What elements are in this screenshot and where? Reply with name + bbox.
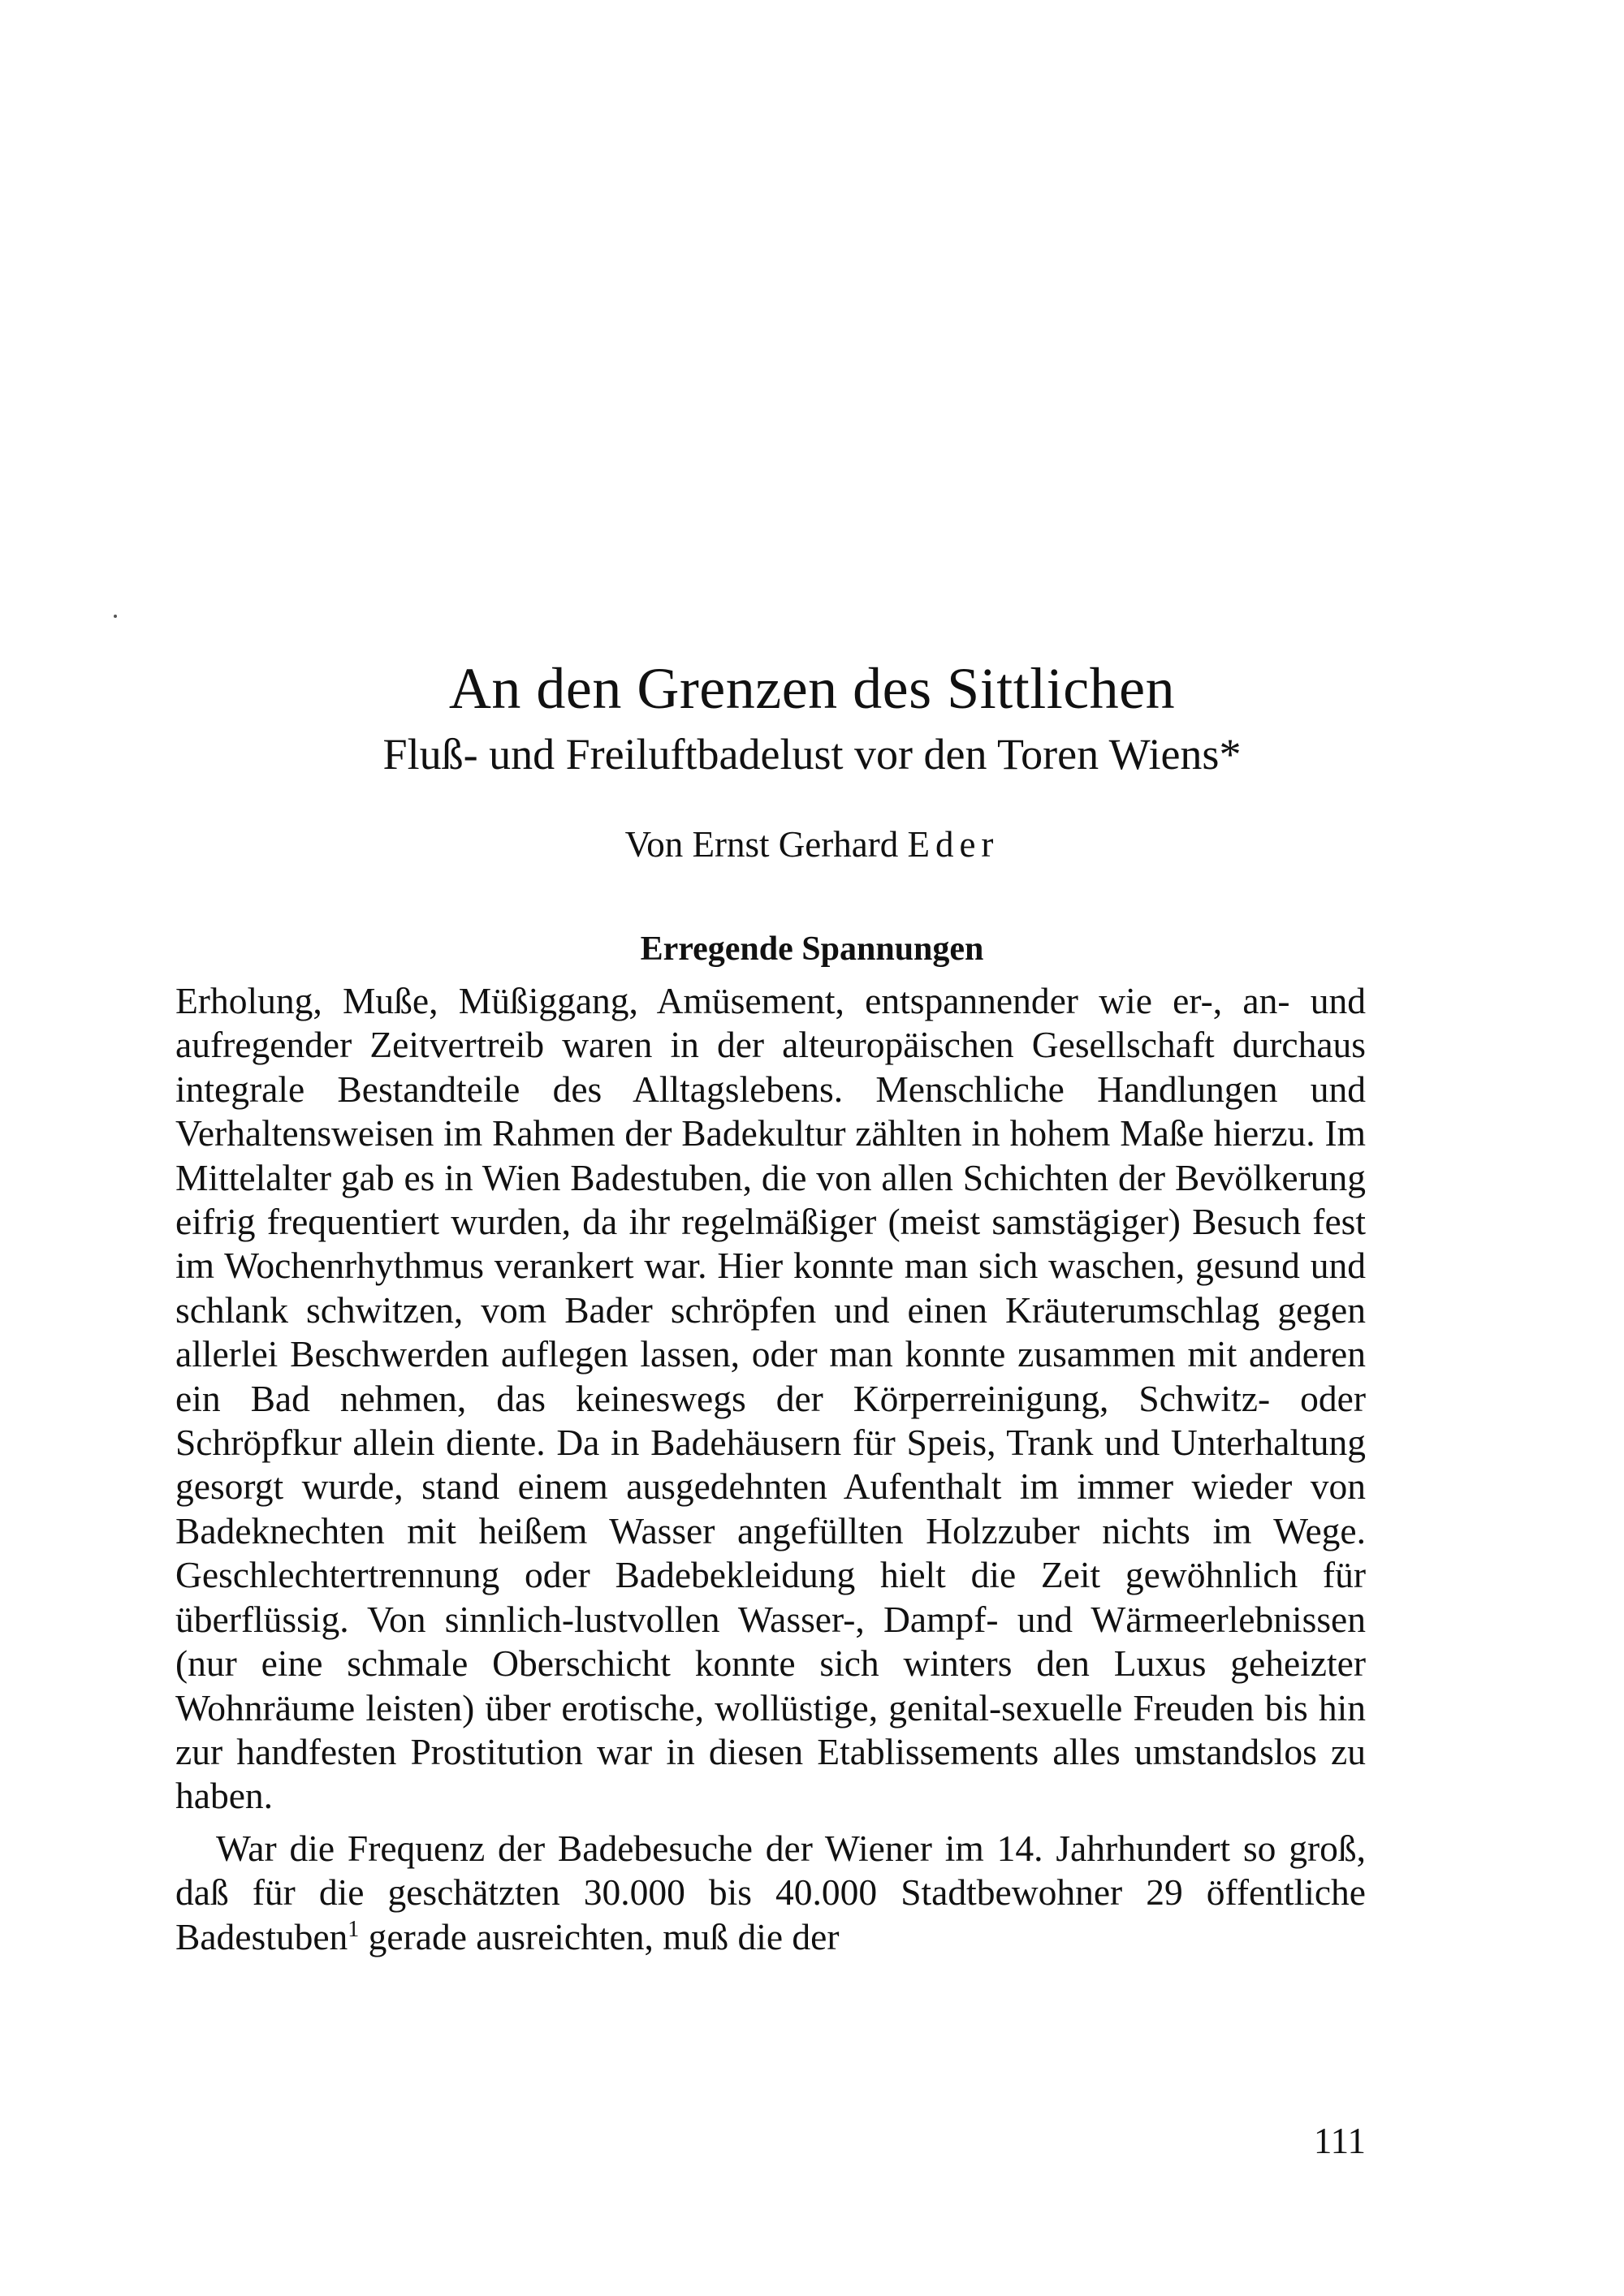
page-number: 111 xyxy=(1313,2121,1366,2161)
article-title: An den Grenzen des Sittlichen xyxy=(448,656,1176,721)
author-surname: Eder xyxy=(907,824,1000,865)
byline-prefix: Von Ernst Gerhard xyxy=(624,824,899,865)
footnote-marker: 1 xyxy=(348,1916,360,1942)
paragraph-1: Erholung, Muße, Müßiggang, Amüsement, entspannender wie er-, an- und aufregender Zeitvertreib waren in der alteuropäischen Gesellschaft durchaus integrale Bestandteile des Alltagslebens. Menschliche Handlungen und Verhaltensweisen im Rahmen der Badekultur zählten in hohem Maße hierzu. Im Mittelalter gab es in Wien Badestuben, die von allen Schichten der Bevölkerung eifrig frequentiert wurden, da ihr regelmäßiger (meist samstägiger) Besuch fest im Wochenrhythmus verankert war. Hier konnte man sich waschen, gesund und schlank schwitzen, vom Bader schröpfen und einen Kräuterumschlag gegen allerlei Beschwerden auflegen lassen, oder man konnte zusammen mit anderen ein Bad nehmen, das keineswegs der Körperreinigung, Schwitz- oder Schröpfkur allein diente. Da in Badehäusern für Speis, Trank und Unterhaltung gesorgt wurde, stand einem ausgedehnten Aufenthalt im immer wieder von Badeknechten mit heißem Wasser angefüllten Holzzuber nichts im Wege. Geschlechtertrennung oder Badebekleidung hielt die Zeit gewöhnlich für überflüssig. Von sinnlich-lustvollen Wasser-, Dampf- und Wärmeerlebnissen (nur eine schmale Oberschicht konnte sich winters den Luxus geheizter Wohnräume leisten) über erotische, wollüstige, genital-sexuelle Freuden bis hin zur handfesten Prostitution war in diesen Etablissements alles umstandslos zu haben. xyxy=(175,980,1366,1817)
scan-speck xyxy=(114,615,117,618)
article-subtitle: Fluß- und Freiluftbadelust vor den Toren Wiens* xyxy=(382,730,1242,779)
section-heading: Erregende Spannungen xyxy=(640,930,984,968)
paragraph-2-text-b: gerade ausreichten, muß die der xyxy=(359,1915,840,1957)
paragraph-2-text-a: War die Frequenz der Badebesuche der Wiener im 14. Jahrhundert so groß, daß für die geschätzten 30.000 bis 40.000 Stadtbewohner 29 öffentliche Badestuben xyxy=(175,1827,1366,1957)
article-body xyxy=(175,979,1366,1959)
author-byline xyxy=(0,822,1624,867)
paragraph-2 xyxy=(175,1827,1366,1959)
